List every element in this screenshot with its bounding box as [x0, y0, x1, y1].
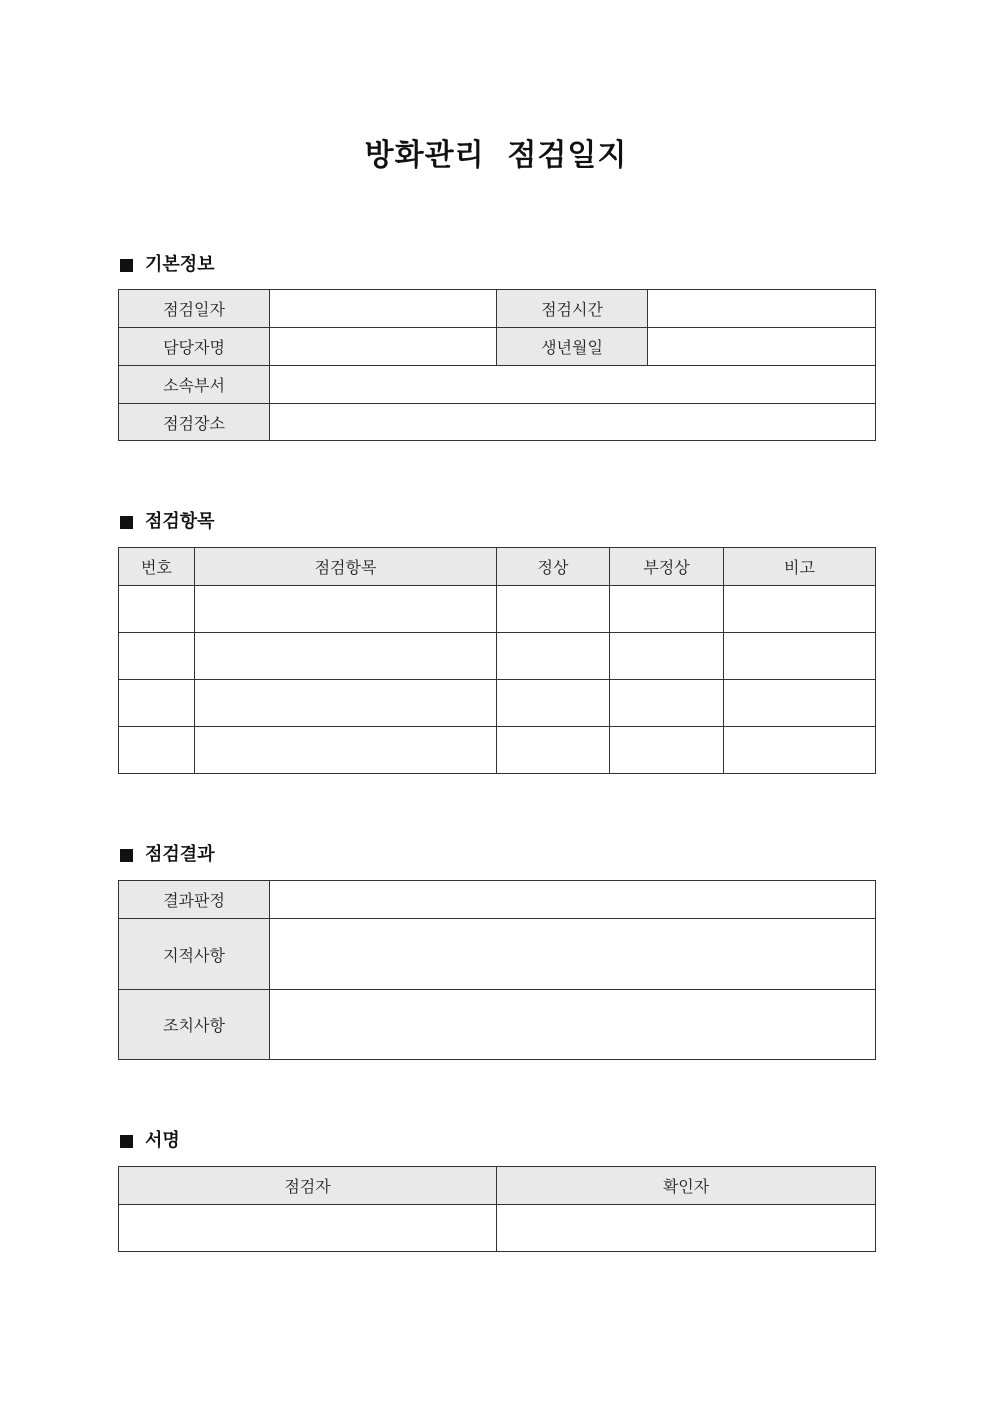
- section-heading-signature: [120, 1129, 180, 1153]
- square-bullet-icon: [120, 516, 133, 529]
- section-heading-label: 서명: [145, 1130, 180, 1151]
- table-row: [119, 366, 876, 404]
- document-title: 방화관리 점검일지: [364, 138, 628, 173]
- inspector-signature-field[interactable]: [119, 1205, 497, 1252]
- department-label: 소속부서: [119, 366, 270, 404]
- table-row: [119, 881, 876, 919]
- column-header-abnormal: 부정상: [610, 548, 724, 586]
- normal-cell[interactable]: [497, 680, 610, 727]
- judgment-label: 결과판정: [119, 881, 270, 919]
- findings-field[interactable]: [270, 919, 876, 990]
- table-row: [119, 919, 876, 990]
- results-table: [118, 880, 876, 1060]
- square-bullet-icon: [120, 259, 133, 272]
- column-header-normal: 정상: [497, 548, 610, 586]
- square-bullet-icon: [120, 849, 133, 862]
- table-row: [119, 680, 876, 727]
- section-heading-results: [120, 843, 215, 867]
- manager-name-field[interactable]: [270, 328, 497, 366]
- table-row: [119, 990, 876, 1060]
- inspection-date-field[interactable]: [270, 290, 497, 328]
- department-field[interactable]: [270, 366, 876, 404]
- abnormal-cell[interactable]: [610, 680, 724, 727]
- normal-cell[interactable]: [497, 727, 610, 774]
- section-heading-label: 점검결과: [145, 844, 215, 865]
- item-cell[interactable]: [195, 633, 497, 680]
- section-heading-label: 점검항목: [145, 511, 215, 532]
- judgment-field[interactable]: [270, 881, 876, 919]
- section-heading-label: 기본정보: [145, 254, 215, 275]
- abnormal-cell[interactable]: [610, 633, 724, 680]
- manager-name-label: 담당자명: [119, 328, 270, 366]
- column-header-number: 번호: [119, 548, 195, 586]
- item-cell[interactable]: [195, 680, 497, 727]
- table-row: [119, 1205, 876, 1252]
- number-cell[interactable]: [119, 586, 195, 633]
- section-heading-check-items: [120, 510, 215, 534]
- table-row: [119, 633, 876, 680]
- table-row: [119, 586, 876, 633]
- table-row: [119, 404, 876, 441]
- birth-date-field[interactable]: [648, 328, 876, 366]
- item-cell[interactable]: [195, 727, 497, 774]
- remarks-cell[interactable]: [724, 586, 876, 633]
- actions-label: 조치사항: [119, 990, 270, 1060]
- table-row: [119, 727, 876, 774]
- signature-table: [118, 1166, 876, 1252]
- inspector-label: 점검자: [119, 1167, 497, 1205]
- inspection-date-label: 점검일자: [119, 290, 270, 328]
- number-cell[interactable]: [119, 727, 195, 774]
- column-header-remarks: 비고: [724, 548, 876, 586]
- inspection-place-label: 점검장소: [119, 404, 270, 441]
- normal-cell[interactable]: [497, 633, 610, 680]
- normal-cell[interactable]: [497, 586, 610, 633]
- actions-field[interactable]: [270, 990, 876, 1060]
- check-items-table: [118, 547, 876, 774]
- section-heading-basic-info: [120, 253, 215, 277]
- findings-label: 지적사항: [119, 919, 270, 990]
- abnormal-cell[interactable]: [610, 586, 724, 633]
- number-cell[interactable]: [119, 680, 195, 727]
- birth-date-label: 생년월일: [497, 328, 648, 366]
- table-header-row: [119, 548, 876, 586]
- confirmer-signature-field[interactable]: [497, 1205, 876, 1252]
- item-cell[interactable]: [195, 586, 497, 633]
- inspection-place-field[interactable]: [270, 404, 876, 441]
- remarks-cell[interactable]: [724, 680, 876, 727]
- abnormal-cell[interactable]: [610, 727, 724, 774]
- inspection-time-label: 점검시간: [497, 290, 648, 328]
- inspection-time-field[interactable]: [648, 290, 876, 328]
- remarks-cell[interactable]: [724, 633, 876, 680]
- confirmer-label: 확인자: [497, 1167, 876, 1205]
- table-row: [119, 290, 876, 328]
- square-bullet-icon: [120, 1135, 133, 1148]
- basic-info-table: [118, 289, 876, 441]
- column-header-item: 점검항목: [195, 548, 497, 586]
- table-row: [119, 328, 876, 366]
- table-header-row: [119, 1167, 876, 1205]
- remarks-cell[interactable]: [724, 727, 876, 774]
- number-cell[interactable]: [119, 633, 195, 680]
